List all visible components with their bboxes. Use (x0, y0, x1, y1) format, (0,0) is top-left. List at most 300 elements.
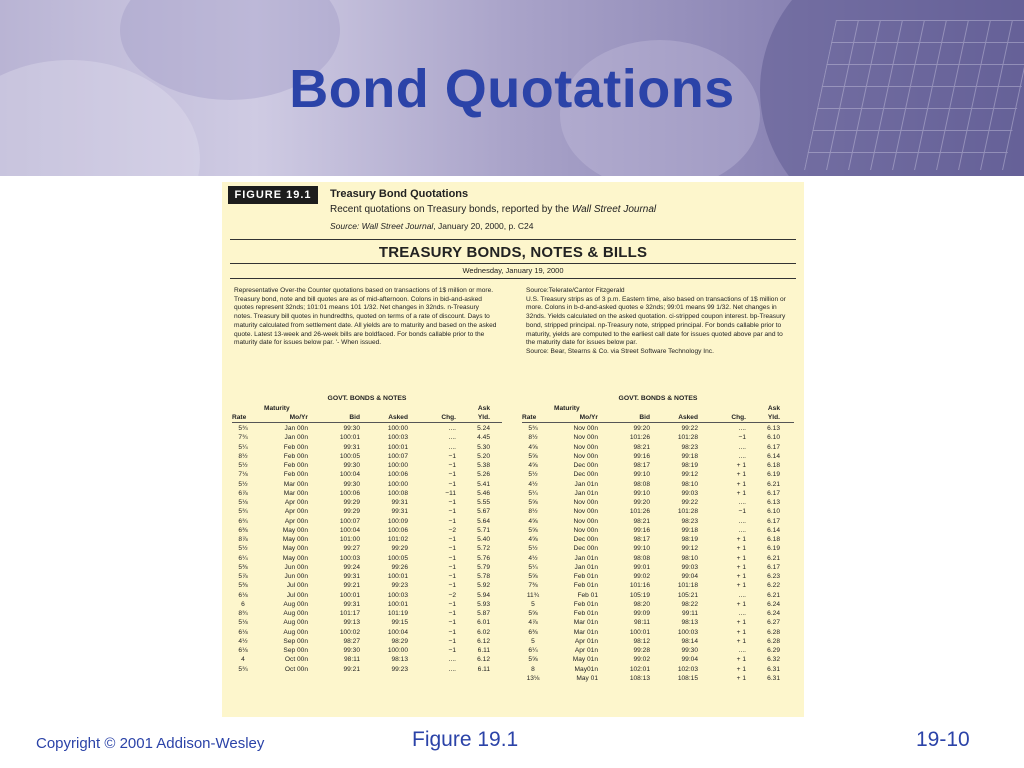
source-journal: Wall Street Journal (361, 221, 434, 231)
cell-asked: 99:22 (681, 499, 698, 506)
cell-maturity: Jan 00n (284, 434, 308, 442)
cell-maturity: Jan 01n (574, 563, 598, 571)
cell-bid: 98:11 (343, 656, 360, 664)
cell-yld: 5.30 (477, 443, 490, 451)
cell-bid: 100:05 (339, 452, 360, 460)
cell-rate: 4⅞ (528, 619, 538, 627)
cell-bid: 99:24 (343, 563, 360, 571)
cell-rate: 8½ (528, 434, 538, 442)
cell-rate: 5⅛ (238, 619, 248, 627)
cell-bid: 99:13 (343, 619, 360, 627)
figure-subtitle (330, 204, 656, 215)
cell-chg: −1 (448, 554, 456, 562)
cell-chg: −1 (448, 471, 456, 479)
cell-bid: 101:26 (629, 434, 650, 442)
cell-bid: 99:21 (343, 582, 360, 590)
cell-chg: + 1 (736, 554, 746, 562)
cell-bid: 99:20 (633, 499, 650, 506)
cell-maturity: Oct 00n (284, 665, 308, 673)
cell-bid: 100:01 (339, 591, 360, 599)
cell-maturity: Mar 01n (573, 619, 598, 627)
source-label: Source: (330, 221, 362, 231)
cell-chg: −1 (448, 452, 456, 460)
cell-bid: 102:01 (629, 665, 650, 673)
cell-bid: 99:30 (343, 480, 360, 488)
cell-yld: 6.13 (767, 425, 780, 432)
table-row (522, 507, 794, 516)
cell-bid: 99:20 (633, 425, 650, 432)
cell-yld: 5.64 (477, 517, 490, 525)
cell-rate: 4⅝ (528, 443, 538, 451)
cell-chg: −1 (448, 610, 456, 617)
header-bid: Bid (349, 414, 360, 421)
cell-yld: 6.28 (767, 628, 780, 636)
cell-chg: + 1 (736, 674, 746, 682)
cell-maturity: Aug 00n (283, 628, 308, 636)
cell-asked: 102:03 (677, 665, 698, 673)
table-row (522, 674, 794, 683)
cell-bid: 99:27 (343, 545, 360, 553)
cell-bid: 99:02 (633, 656, 650, 664)
cell-chg: .... (738, 499, 746, 506)
cell-bid: 99:16 (633, 452, 650, 460)
cell-maturity: Nov 00n (573, 434, 598, 442)
table-row (522, 443, 794, 452)
table-row (232, 544, 502, 553)
cell-rate: 5⅝ (528, 656, 538, 664)
cell-yld: 6.24 (767, 600, 780, 608)
cell-chg: + 1 (736, 600, 746, 608)
figure-heading: Treasury Bond Quotations (330, 188, 469, 200)
cell-asked: 100:03 (387, 434, 408, 442)
cell-yld: 6.18 (767, 462, 780, 469)
cell-bid: 98:12 (633, 637, 650, 645)
cell-asked: 100:09 (387, 517, 408, 525)
cell-bid: 98:08 (633, 554, 650, 562)
header-ask: Ask (767, 405, 780, 412)
cell-rate: 4½ (528, 554, 538, 562)
cell-maturity: Aug 00n (283, 610, 308, 617)
slide-title: Bond Quotations (289, 59, 735, 119)
cell-rate: 13⅛ (526, 674, 540, 682)
cell-maturity: Feb 01n (573, 582, 598, 590)
cell-chg: + 1 (736, 462, 746, 469)
header-row-2 (232, 413, 502, 423)
cell-asked: 98:29 (391, 637, 408, 645)
table-row (232, 424, 502, 433)
cell-yld: 6.02 (477, 628, 490, 636)
header-chg: Chg. (441, 414, 456, 421)
footer-copyright: Copyright © 2001 Addison-Wesley (36, 735, 265, 752)
cell-yld: 6.19 (767, 545, 780, 553)
cell-chg: .... (448, 656, 456, 664)
cell-maturity: May 00n (282, 545, 308, 553)
cell-chg: .... (738, 517, 746, 525)
cell-yld: 6.31 (767, 674, 780, 682)
cell-bid: 99:01 (633, 563, 650, 571)
header-row-2 (522, 413, 794, 423)
cell-maturity: Jun 00n (284, 563, 308, 571)
cell-chg: .... (738, 443, 746, 451)
cell-rate: 6¾ (238, 517, 248, 525)
cell-asked: 98:13 (391, 656, 408, 664)
table-title: TREASURY BONDS, NOTES & BILLS (378, 244, 648, 261)
cell-asked: 100:00 (387, 647, 408, 654)
cell-asked: 98:19 (681, 462, 698, 469)
notes-right: Source:Telerate/Cantor Fitzgerald U.S. Treasury strips as of 3 p.m. Eastern time, also based on transactions of 1$ million or more. Colons in b-d-and-asked quotes e 32nds; 99:01 means 99 1/32. Net changes in 32nds. Yields calculated on the asked quotation. ci-stripped coupon interest. bp-Treasury bond, stripped principal. np-Treasury note, stripped principal. For bonds callable prior to maturity, yields are computed to the earliest call date for issues quoted above par and to the maturity date for issues below par. Source: Bear, Stearns & Co. via Street Software Technology Inc. (526, 287, 786, 355)
cell-yld: 6.21 (767, 591, 780, 599)
table-row (232, 480, 502, 489)
table-row (232, 637, 502, 646)
cell-maturity: Jan 01n (574, 480, 598, 488)
cell-asked: 98:13 (681, 619, 698, 627)
cell-maturity: May 01 (576, 674, 598, 682)
cell-maturity: Jul 00n (286, 582, 308, 590)
cell-chg: −11 (445, 489, 456, 497)
cell-bid: 99:21 (343, 665, 360, 673)
notes-left: Representative Over-the Counter quotations based on transactions of 1$ million or more. Treasury bond, note and bill quotes are as of mid-afternoon. Colons in bid-and-asked quotes represent 32nds; 101:01 means 101 1/32. Net changes in 32nds. n-Treasury notes. Treasury bill quotes in hundredths, quoted on terms of a rate of discount. Days to maturity calculated from settlement date. All yields are to maturity and based on the asked quote. Latest 13-week and 26-week bills are boldfaced. For bonds callable prior to the maturity date for issues below par. '- When issued. (234, 287, 497, 347)
cell-rate: 5⅝ (528, 452, 538, 460)
table-row (522, 655, 794, 664)
cell-yld: 6.29 (767, 647, 780, 654)
cell-asked: 99:04 (681, 656, 698, 664)
header-bid: Bid (639, 414, 650, 421)
cell-maturity: Apr 00n (284, 499, 308, 506)
cell-rate: 5¼ (528, 489, 538, 497)
table-row (522, 480, 794, 489)
cell-maturity: Feb 01n (573, 573, 598, 580)
divider (230, 278, 796, 279)
cell-bid: 100:07 (339, 517, 360, 525)
cell-yld: 6.17 (767, 489, 780, 497)
cell-yld: 6.27 (767, 619, 780, 627)
cell-rate: 6¼ (238, 554, 248, 562)
table-row (522, 498, 794, 507)
cell-maturity: Dec 00n (573, 545, 598, 553)
cell-maturity: Nov 00n (573, 425, 598, 432)
cell-bid: 99:02 (633, 573, 650, 580)
cell-chg: + 1 (736, 563, 746, 571)
cell-bid: 100:02 (339, 628, 360, 636)
table-row (522, 517, 794, 526)
cell-bid: 101:16 (629, 582, 650, 590)
cell-yld: 6.11 (477, 647, 490, 654)
cell-asked: 99:26 (391, 563, 408, 571)
cell-rate: 7⅛ (238, 471, 248, 479)
cell-chg: −1 (448, 628, 456, 636)
cell-bid: 105:19 (629, 591, 650, 599)
cell-yld: 6.28 (767, 637, 780, 645)
cell-asked: 99:04 (681, 573, 698, 580)
cell-chg: −1 (448, 563, 456, 571)
cell-maturity: Dec 00n (573, 536, 598, 543)
table-row (232, 646, 502, 655)
cell-maturity: Apr 00n (284, 517, 308, 525)
table-row (522, 591, 794, 600)
cell-bid: 99:30 (343, 425, 360, 432)
cell-maturity: Apr 00n (284, 508, 308, 516)
cell-maturity: Dec 00n (573, 471, 598, 479)
table-row (522, 424, 794, 433)
header-maturity: Maturity (264, 405, 290, 412)
table-row (232, 489, 502, 498)
cell-maturity: May 00n (282, 526, 308, 534)
table-row (232, 581, 502, 590)
cell-bid: 98:08 (633, 480, 650, 488)
cell-chg: + 1 (736, 536, 746, 543)
cell-bid: 100:03 (339, 554, 360, 562)
table-row (232, 498, 502, 507)
table-row (232, 563, 502, 572)
table-row (232, 591, 502, 600)
cell-rate: 8½ (238, 452, 248, 460)
cell-rate: 6¼ (528, 647, 538, 654)
cell-rate: 5⅞ (238, 573, 248, 580)
cell-chg: −1 (448, 573, 456, 580)
cell-asked: 100:05 (387, 554, 408, 562)
cell-maturity: Nov 00n (573, 517, 598, 525)
cell-chg: −1 (448, 480, 456, 488)
cell-rate: 5⅛ (238, 499, 248, 506)
cell-yld: 6.17 (767, 563, 780, 571)
cell-rate: 11¾ (526, 591, 540, 599)
cell-asked: 100:06 (387, 471, 408, 479)
header-chg: Chg. (731, 414, 746, 421)
cell-yld: 6.19 (767, 471, 780, 479)
cell-rate: 6⅛ (238, 647, 248, 654)
header-yld: Yld. (767, 414, 780, 421)
cell-yld: 5.87 (477, 610, 490, 617)
cell-yld: 5.41 (477, 480, 490, 488)
cell-chg: + 1 (736, 582, 746, 590)
cell-chg: −1 (448, 582, 456, 590)
cell-asked: 100:00 (387, 480, 408, 488)
cell-rate: 4⅝ (528, 517, 538, 525)
header-rate: Rate (232, 414, 247, 421)
cell-yld: 6.14 (767, 452, 780, 460)
cell-rate: 5¼ (528, 563, 538, 571)
cell-chg: + 1 (736, 637, 746, 645)
cell-bid: 99:31 (343, 443, 360, 451)
cell-bid: 101:26 (629, 508, 650, 516)
cell-rate: 8⅞ (238, 536, 248, 543)
cell-bid: 99:10 (633, 489, 650, 497)
cell-chg: + 1 (736, 489, 746, 497)
bond-table-left (232, 394, 502, 674)
cell-yld: 5.72 (477, 545, 490, 553)
table-row (232, 535, 502, 544)
cell-rate: 5⅝ (528, 499, 538, 506)
table-row (522, 554, 794, 563)
cell-rate: 5¾ (238, 508, 248, 516)
cell-asked: 99:30 (681, 647, 698, 654)
cell-bid: 99:31 (343, 573, 360, 580)
cell-yld: 5.46 (477, 489, 490, 497)
cell-asked: 100:08 (387, 489, 408, 497)
cell-yld: 6.10 (767, 434, 780, 442)
cell-chg: .... (448, 443, 456, 451)
cell-chg: −1 (448, 462, 456, 469)
cell-yld: 6.31 (767, 665, 780, 673)
cell-rate: 5⅜ (238, 582, 248, 590)
table-row (232, 470, 502, 479)
cell-yld: 5.78 (477, 573, 490, 580)
cell-chg: + 1 (736, 480, 746, 488)
cell-yld: 5.24 (477, 425, 490, 432)
cell-yld: 6.14 (767, 526, 780, 534)
cell-asked: 98:23 (681, 443, 698, 451)
table-row (522, 609, 794, 618)
cell-rate: 4⅝ (528, 536, 538, 543)
cell-bid: 99:30 (343, 462, 360, 469)
figure-image (222, 182, 804, 717)
cell-asked: 105:21 (677, 591, 698, 599)
cell-chg: −1 (738, 508, 746, 516)
cell-asked: 99:15 (391, 619, 408, 627)
cell-asked: 99:03 (681, 563, 698, 571)
table-row (232, 655, 502, 664)
table-row (522, 452, 794, 461)
cell-yld: 6.24 (767, 610, 780, 617)
cell-chg: .... (448, 425, 456, 432)
cell-maturity: Nov 00n (573, 526, 598, 534)
cell-maturity: Nov 00n (573, 443, 598, 451)
cell-maturity: Jan 01n (574, 489, 598, 497)
cell-yld: 5.67 (477, 508, 490, 516)
cell-asked: 99:23 (391, 582, 408, 590)
cell-rate: 5¾ (528, 425, 538, 432)
cell-yld: 6.17 (767, 443, 780, 451)
cell-yld: 5.26 (477, 471, 490, 479)
cell-bid: 99:29 (343, 508, 360, 516)
cell-chg: .... (448, 665, 456, 673)
cell-chg: .... (738, 526, 746, 534)
table-row (522, 618, 794, 627)
table-row (522, 470, 794, 479)
table-row (232, 628, 502, 637)
cell-maturity: Mar 00n (283, 480, 308, 488)
cell-yld: 5.20 (477, 452, 490, 460)
cell-chg: + 1 (736, 656, 746, 664)
cell-yld: 5.94 (477, 591, 490, 599)
cell-asked: 100:04 (387, 628, 408, 636)
cell-chg: .... (448, 434, 456, 442)
cell-yld: 6.01 (477, 619, 490, 627)
table-row (522, 572, 794, 581)
cell-maturity: May 01n (572, 656, 598, 664)
cell-bid: 98:21 (633, 443, 650, 451)
cell-rate: 8 (531, 665, 535, 673)
cell-yld: 4.45 (477, 434, 490, 442)
cell-yld: 5.71 (477, 526, 490, 534)
cell-yld: 5.38 (477, 462, 490, 469)
cell-yld: 6.13 (767, 499, 780, 506)
source-rest: , January 20, 2000, p. C24 (433, 221, 534, 231)
cell-asked: 100:00 (387, 425, 408, 432)
cell-chg: −1 (448, 508, 456, 516)
cell-rate: 5⅜ (238, 563, 248, 571)
cell-asked: 99:22 (681, 425, 698, 432)
cell-asked: 100:01 (387, 443, 408, 451)
cell-bid: 100:04 (339, 471, 360, 479)
cell-chg: −1 (448, 545, 456, 553)
cell-chg: .... (738, 591, 746, 599)
cell-rate: 5¼ (238, 443, 248, 451)
header-ask: Ask (477, 405, 490, 412)
cell-chg: + 1 (736, 545, 746, 553)
cell-maturity: Sep 00n (283, 637, 308, 645)
cell-asked: 99:29 (391, 545, 408, 553)
header-moyr: Mo/Yr (289, 414, 308, 421)
cell-rate: 4 (241, 656, 245, 664)
cell-yld: 5.93 (477, 600, 490, 608)
section-title: GOVT. BONDS & NOTES (618, 395, 698, 402)
cell-rate: 5⅝ (528, 573, 538, 580)
cell-yld: 5.79 (477, 563, 490, 571)
cell-yld: 6.21 (767, 480, 780, 488)
table-row (522, 628, 794, 637)
cell-yld: 6.11 (477, 665, 490, 673)
section-title: GOVT. BONDS & NOTES (327, 395, 407, 402)
cell-bid: 100:01 (339, 434, 360, 442)
cell-asked: 100:01 (387, 573, 408, 580)
cell-asked: 99:31 (391, 508, 408, 516)
cell-maturity: Jul 00n (286, 591, 308, 599)
cell-bid: 99:29 (343, 499, 360, 506)
table-row (232, 452, 502, 461)
cell-bid: 99:10 (633, 545, 650, 553)
figure-source (330, 221, 534, 231)
subtitle-prefix: Recent quotations on Treasury bonds, reported by the (330, 204, 572, 215)
cell-rate: 5½ (238, 462, 248, 469)
header-maturity: Maturity (554, 405, 580, 412)
cell-asked: 98:14 (681, 637, 698, 645)
table-row (522, 600, 794, 609)
cell-asked: 101:02 (387, 536, 408, 543)
cell-asked: 99:31 (391, 499, 408, 506)
cell-chg: −2 (448, 591, 456, 599)
bond-table-right (522, 394, 794, 683)
cell-maturity: Feb 00n (283, 462, 308, 469)
table-row (522, 535, 794, 544)
cell-asked: 98:10 (681, 480, 698, 488)
table-row (232, 461, 502, 470)
cell-chg: −1 (448, 647, 456, 654)
cell-rate: 8¾ (238, 610, 248, 617)
table-row (522, 489, 794, 498)
table-row (522, 544, 794, 553)
cell-asked: 100:03 (387, 591, 408, 599)
cell-rate: 5 (531, 600, 535, 608)
cell-asked: 108:15 (677, 674, 698, 682)
cell-bid: 99:16 (633, 526, 650, 534)
cell-yld: 6.32 (767, 656, 780, 664)
cell-chg: −1 (448, 499, 456, 506)
cell-rate: 5½ (528, 545, 538, 553)
cell-chg: .... (738, 452, 746, 460)
cell-yld: 6.23 (767, 573, 780, 580)
divider (230, 263, 796, 264)
cell-chg: + 1 (736, 573, 746, 580)
cell-maturity: Feb 01 (577, 591, 598, 599)
cell-rate: 5¾ (238, 665, 248, 673)
cell-yld: 6.12 (477, 656, 490, 664)
cell-yld: 6.22 (767, 582, 780, 590)
cell-rate: 4½ (238, 637, 248, 645)
cell-chg: + 1 (736, 628, 746, 636)
table-row (232, 554, 502, 563)
table-row (232, 600, 502, 609)
